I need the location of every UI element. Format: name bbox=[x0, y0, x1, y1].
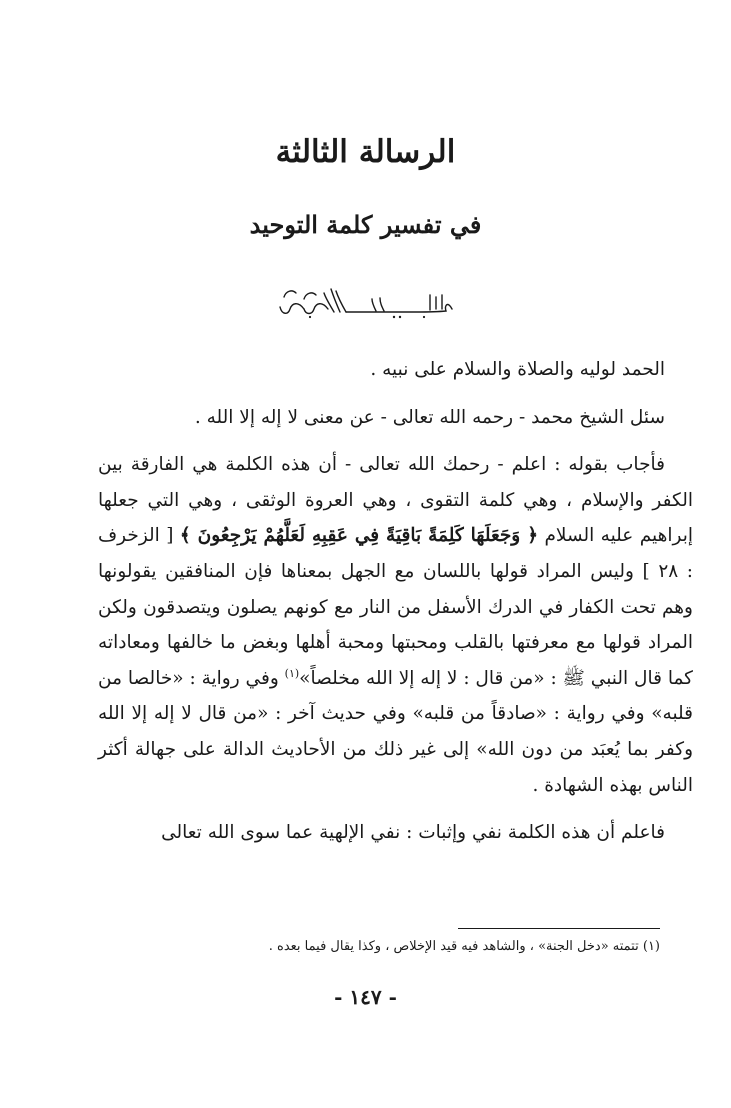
chapter-subtitle: في تفسير كلمة التوحيد bbox=[249, 210, 482, 239]
footnote-marker: (١) bbox=[284, 666, 300, 680]
chapter-title: الرسالة الثالثة bbox=[275, 134, 456, 170]
opening-paragraph: الحمد لوليه والصلاة والسلام على نبيه . bbox=[370, 359, 665, 380]
footnote: (١) تتمته «دخل الجنة» ، والشاهد فيه قيد الإخلاص ، وكذا يقال فيما بعده . bbox=[268, 939, 660, 954]
body-text bbox=[98, 352, 693, 851]
quran-verse: ﴿ وَجَعَلَهَا كَلِمَةً بَاقِيَةً فِي عَقِبِهِ لَعَلَّهُمْ يَرْجِعُونَ ﴾ bbox=[179, 525, 539, 547]
final-paragraph: فاعلم أن هذه الكلمة نفي وإثبات : نفي الإلهية عما سوى الله تعالى bbox=[161, 822, 665, 844]
basmala-calligraphy-icon bbox=[276, 281, 456, 321]
answer-middle: وليس المراد قولها باللسان مع الجهل بمعناها فإن المنافقين يقولونها وهم تحت الكفار في الدرك الأسفل من النار مع كونهم يصلون ويتصدقون ولكن المراد قولها مع معرفتها بالقلب ومحبتها ومحبة أهلها وبغض ما خالفها ومعاداته كما قال النبي ﷺ : «من قال : لا إله إلا الله مخلصاً» bbox=[98, 560, 693, 689]
basmala-calligraphy bbox=[276, 281, 456, 321]
answer-paragraph bbox=[98, 447, 693, 803]
question-paragraph: سئل الشيخ محمد - رحمه الله تعالى - عن معنى لا إله إلا الله . bbox=[194, 406, 665, 428]
answer-ending: وفي رواية : «خالصا من قلبه» وفي رواية : «صادقاً من قلبه» وفي حديث آخر : «من قال لا إله إلا الله وكفر بما يُعبَد من دون الله» إلى غير ذلك من الأحاديث الدالة على جهالة أكثر الناس بهذه الشهادة . bbox=[98, 667, 693, 796]
answer-intro: فأجاب بقوله : اعلم - رحمك الله تعالى - أن هذه الكلمة هي الفارقة بين الكفر والإسلام ، وهي كلمة التقوى ، وهي العروة الوثقى ، وهي التي جعلها إبراهيم عليه السلام bbox=[98, 454, 694, 547]
footnote-divider bbox=[458, 928, 660, 929]
page-number: - ١٤٧ - bbox=[334, 985, 397, 1009]
surah-reference: [ الزخرف : ٢٨ ] bbox=[98, 525, 693, 582]
